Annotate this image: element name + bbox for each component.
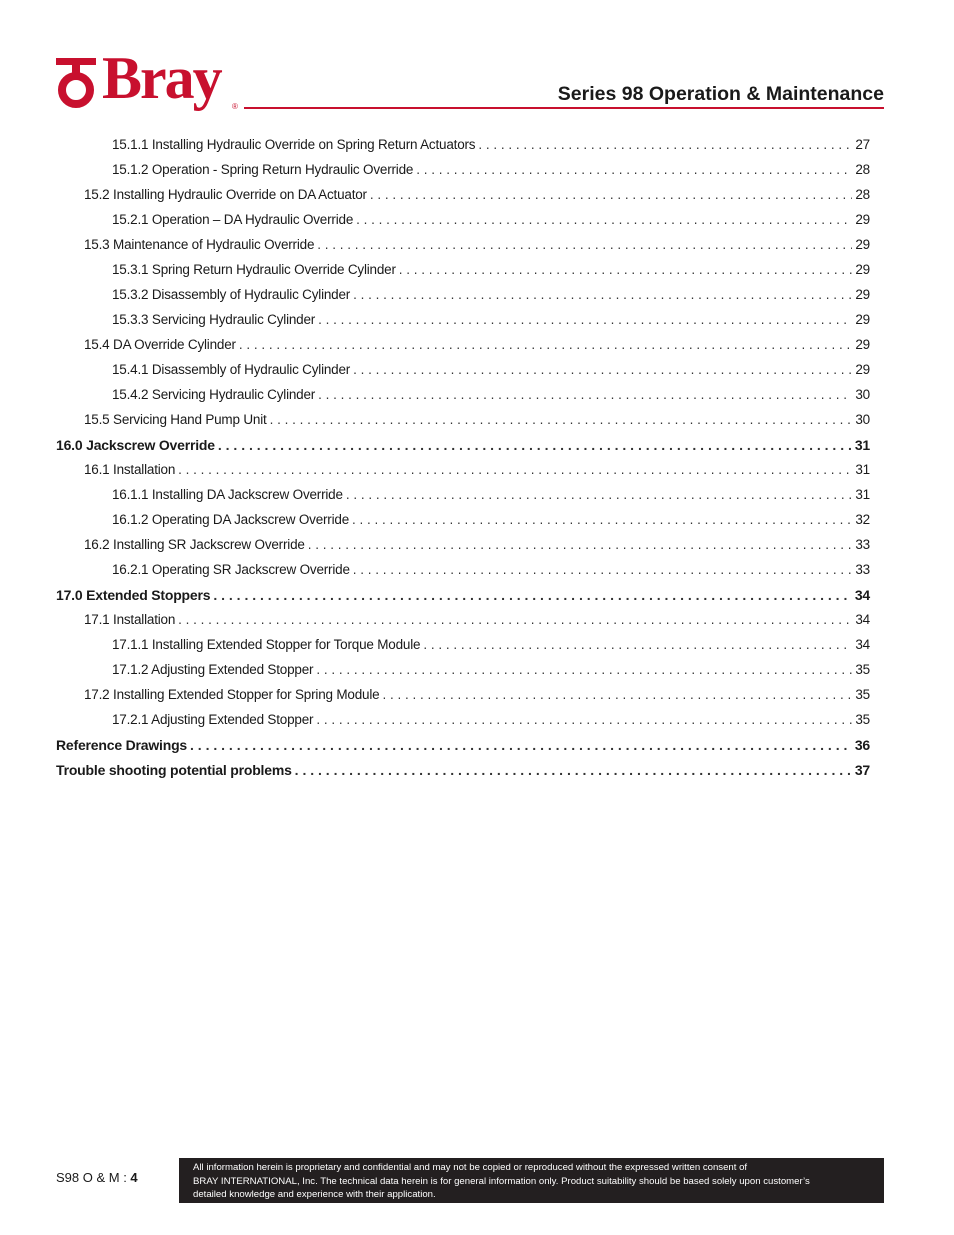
toc-entry[interactable] (56, 684, 870, 709)
toc-entry-page: 29 (855, 262, 870, 277)
toc-dot-leader (346, 484, 853, 506)
toc-entry-page: 29 (855, 287, 870, 302)
toc-entry[interactable] (56, 234, 870, 259)
toc-entry-page: 32 (855, 512, 870, 527)
toc-entry-page: 31 (855, 487, 870, 502)
toc-entry-title: 15.4.1 Disassembly of Hydraulic Cylinder (112, 362, 351, 377)
toc-entry-title: 17.1.2 Adjusting Extended Stopper (112, 662, 314, 677)
toc-entry[interactable] (56, 609, 870, 634)
toc-entry-page: 34 (855, 637, 870, 652)
toc-entry[interactable] (56, 409, 870, 434)
disclaimer-line: All information herein is proprietary and confidential and may not be copied or reproduced without the expressed written consent of (193, 1162, 748, 1173)
toc-entry-title: 15.5 Servicing Hand Pump Unit (84, 412, 267, 427)
toc-dot-leader (399, 259, 853, 281)
toc-dot-leader (353, 359, 852, 381)
toc-dot-leader (318, 309, 852, 331)
toc-dot-leader (308, 534, 853, 556)
toc-entry[interactable] (56, 259, 870, 284)
toc-dot-leader (190, 734, 852, 756)
toc-entry-title: 17.1 Installation (84, 612, 176, 627)
toc-dot-leader (423, 634, 852, 656)
toc-dot-leader (416, 159, 852, 181)
toc-entry[interactable] (56, 459, 870, 484)
toc-entry[interactable] (56, 184, 870, 209)
toc-entry[interactable] (56, 584, 870, 609)
registered-mark: ® (232, 102, 238, 111)
toc-entry-page: 29 (855, 212, 870, 227)
toc-dot-leader (356, 209, 852, 231)
toc-entry-title: 16.1 Installation (84, 462, 176, 477)
toc-entry-page: 30 (855, 412, 870, 427)
toc-dot-leader (317, 234, 852, 256)
toc-entry-title: 16.1.2 Operating DA Jackscrew Override (112, 512, 350, 527)
toc-entry-page: 31 (854, 437, 870, 453)
toc-entry-title: 15.4 DA Override Cylinder (84, 337, 236, 352)
toc-entry-title: 16.0 Jackscrew Override (56, 437, 215, 453)
toc-entry-title: 15.1.1 Installing Hydraulic Override on Spring Return Actuators (112, 137, 476, 152)
toc-dot-leader (382, 684, 852, 706)
toc-entry[interactable] (56, 284, 870, 309)
footer-doc-label: S98 O & M : (56, 1170, 131, 1185)
bray-logo-mark-icon (54, 56, 98, 108)
toc-dot-leader (178, 609, 852, 631)
toc-entry-title: 16.2.1 Operating SR Jackscrew Override (112, 562, 350, 577)
toc-entry-page: 35 (855, 662, 870, 677)
disclaimer-line: detailed knowledge and experience with their application. (193, 1189, 436, 1200)
toc-entry-page: 37 (854, 762, 870, 778)
toc-entry-page: 28 (855, 187, 870, 202)
toc-entry-page: 29 (855, 237, 870, 252)
toc-entry-page: 29 (855, 337, 870, 352)
table-of-contents (56, 134, 870, 784)
toc-entry-page: 35 (855, 712, 870, 727)
toc-dot-leader (270, 409, 853, 431)
toc-entry[interactable] (56, 209, 870, 234)
toc-entry-page: 35 (855, 687, 870, 702)
disclaimer-line: BRAY INTERNATIONAL, Inc. The technical data herein is for general information only. Product suitability should be based solely upon customer’s (193, 1175, 810, 1187)
toc-dot-leader (478, 134, 852, 156)
toc-entry-page: 33 (855, 562, 870, 577)
page-title: Series 98 Operation & Maintenance (557, 83, 884, 105)
toc-entry-page: 29 (855, 312, 870, 327)
toc-dot-leader (213, 584, 851, 606)
toc-entry[interactable] (56, 434, 870, 459)
toc-entry-page: 34 (855, 612, 870, 627)
toc-entry[interactable] (56, 559, 870, 584)
toc-entry[interactable] (56, 634, 870, 659)
footer-disclaimer (179, 1158, 884, 1203)
toc-entry-title: 15.2 Installing Hydraulic Override on DA Actuator (84, 187, 367, 202)
header-rule (244, 107, 884, 109)
footer-page-label (56, 1170, 138, 1185)
toc-dot-leader (352, 509, 852, 531)
toc-entry[interactable] (56, 134, 870, 159)
toc-entry-page: 29 (855, 362, 870, 377)
toc-entry[interactable] (56, 384, 870, 409)
bray-logo (54, 45, 244, 116)
toc-entry[interactable] (56, 359, 870, 384)
toc-entry-title: 17.1.1 Installing Extended Stopper for Torque Module (112, 637, 421, 652)
toc-entry-title: 17.0 Extended Stoppers (56, 587, 211, 603)
toc-entry-title: 17.2.1 Adjusting Extended Stopper (112, 712, 314, 727)
toc-entry[interactable] (56, 734, 870, 759)
toc-entry[interactable] (56, 334, 870, 359)
toc-entry-page: 30 (855, 387, 870, 402)
toc-entry[interactable] (56, 534, 870, 559)
toc-entry-title: 15.1.2 Operation - Spring Return Hydraulic Override (112, 162, 414, 177)
toc-entry[interactable] (56, 309, 870, 334)
toc-entry[interactable] (56, 484, 870, 509)
toc-entry-title: Trouble shooting potential problems (56, 762, 292, 778)
toc-dot-leader (295, 759, 852, 781)
toc-entry-title: 15.3.1 Spring Return Hydraulic Override Cylinder (112, 262, 396, 277)
toc-entry-title: 15.4.2 Servicing Hydraulic Cylinder (112, 387, 316, 402)
toc-entry-page: 31 (855, 462, 870, 477)
toc-dot-leader (316, 659, 852, 681)
footer-page-number: 4 (130, 1170, 138, 1185)
bray-wordmark: Bray (102, 45, 221, 111)
toc-entry[interactable] (56, 659, 870, 684)
toc-dot-leader (218, 434, 852, 456)
toc-entry-title: 15.3.2 Disassembly of Hydraulic Cylinder (112, 287, 351, 302)
toc-dot-leader (353, 284, 852, 306)
toc-entry-page: 34 (854, 587, 870, 603)
toc-dot-leader (318, 384, 852, 406)
toc-entry-title: 15.2.1 Operation – DA Hydraulic Override (112, 212, 354, 227)
toc-entry[interactable] (56, 159, 870, 184)
toc-entry-title: 16.1.1 Installing DA Jackscrew Override (112, 487, 343, 502)
toc-entry-title: 17.2 Installing Extended Stopper for Spring Module (84, 687, 380, 702)
toc-entry-title: Reference Drawings (56, 737, 188, 753)
toc-entry-title: 15.3 Maintenance of Hydraulic Override (84, 237, 315, 252)
toc-entry-page: 28 (855, 162, 870, 177)
toc-entry-title: 16.2 Installing SR Jackscrew Override (84, 537, 305, 552)
toc-dot-leader (316, 709, 852, 731)
toc-dot-leader (353, 559, 853, 581)
toc-dot-leader (178, 459, 852, 481)
toc-entry[interactable] (56, 509, 870, 534)
toc-entry-page: 36 (854, 737, 870, 753)
toc-entry[interactable] (56, 709, 870, 734)
toc-dot-leader (239, 334, 853, 356)
toc-entry-title: 15.3.3 Servicing Hydraulic Cylinder (112, 312, 316, 327)
toc-entry-page: 27 (855, 137, 870, 152)
toc-dot-leader (370, 184, 853, 206)
toc-entry-page: 33 (855, 537, 870, 552)
toc-entry[interactable] (56, 759, 870, 784)
